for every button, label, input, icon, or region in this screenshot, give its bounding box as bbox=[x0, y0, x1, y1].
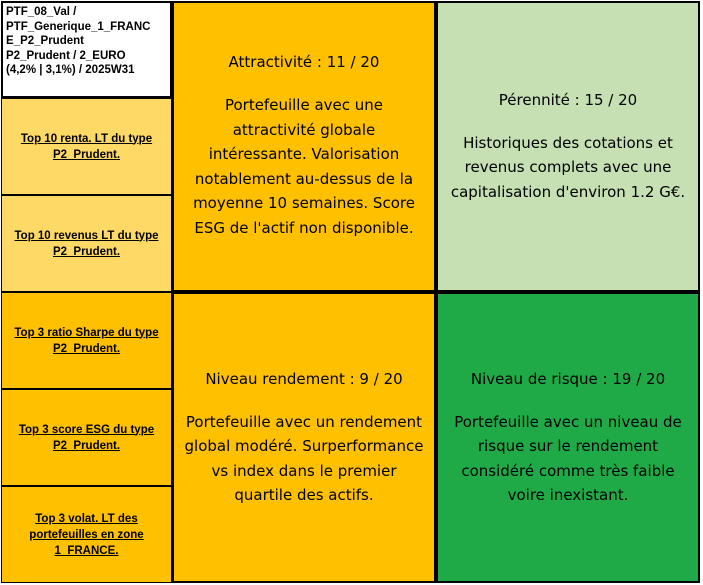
portfolio-header bbox=[1, 1, 172, 98]
sidebar-link[interactable]: Top 10 revenus LT du type P2_Prudent. bbox=[14, 229, 159, 258]
sidebar-item-top10-revenus[interactable] bbox=[1, 195, 172, 292]
sidebar-link[interactable]: Top 3 score ESG du type P2_Prudent. bbox=[18, 423, 155, 452]
attractivite-title: Attractivité : 11 / 20 bbox=[228, 53, 380, 71]
sidebar-item-top10-renta[interactable] bbox=[1, 98, 172, 195]
sidebar-item-top3-sharpe[interactable] bbox=[1, 292, 172, 389]
rendement-description: Portefeuille avec un rendement global modéré. Surperformance vs index dans le premier quartile des actifs. bbox=[184, 412, 424, 504]
header-line: PTF_08_Val / bbox=[6, 6, 77, 18]
sidebar-link[interactable]: Top 3 ratio Sharpe du type P2_Prudent. bbox=[14, 326, 159, 355]
attractivite-description: Portefeuille avec une attractivité globale intéressante. Valorisation notablement au-dessus de la moyenne 10 semaines. Score ESG de l'actif non disponible. bbox=[193, 96, 415, 237]
perennite-description: Historiques des cotations et revenus complets avec une capitalisation d'environ 1.2 G€. bbox=[450, 133, 686, 201]
header-line: (4,2% | 3,1%) / 2025W31 bbox=[6, 64, 135, 76]
header-line: E_P2_Prudent bbox=[6, 35, 84, 47]
risque-panel bbox=[436, 292, 700, 583]
header-line: PTF_Generique_1_FRANC bbox=[6, 20, 151, 33]
rendement-title: Niveau rendement : 9 / 20 bbox=[205, 369, 403, 388]
sidebar-link[interactable]: Top 10 renta. LT du type P2_Prudent. bbox=[20, 132, 153, 161]
sidebar-item-top3-volat[interactable] bbox=[1, 486, 172, 583]
sidebar-link[interactable]: Top 3 volat. LT des portefeuilles en zone 1_FRANCE. bbox=[29, 512, 144, 557]
header-line: P2_Prudent / 2_EURO bbox=[6, 49, 126, 62]
rendement-panel bbox=[172, 292, 436, 583]
risque-title: Niveau de risque : 19 / 20 bbox=[470, 369, 666, 388]
risque-description: Portefeuille avec un niveau de risque sur le rendement considéré comme très faible voire inexistant. bbox=[454, 412, 682, 504]
attractivite-panel bbox=[172, 1, 436, 292]
perennite-panel bbox=[436, 1, 700, 292]
sidebar-item-top3-esg[interactable] bbox=[1, 389, 172, 486]
perennite-title: Pérennité : 15 / 20 bbox=[498, 90, 638, 109]
